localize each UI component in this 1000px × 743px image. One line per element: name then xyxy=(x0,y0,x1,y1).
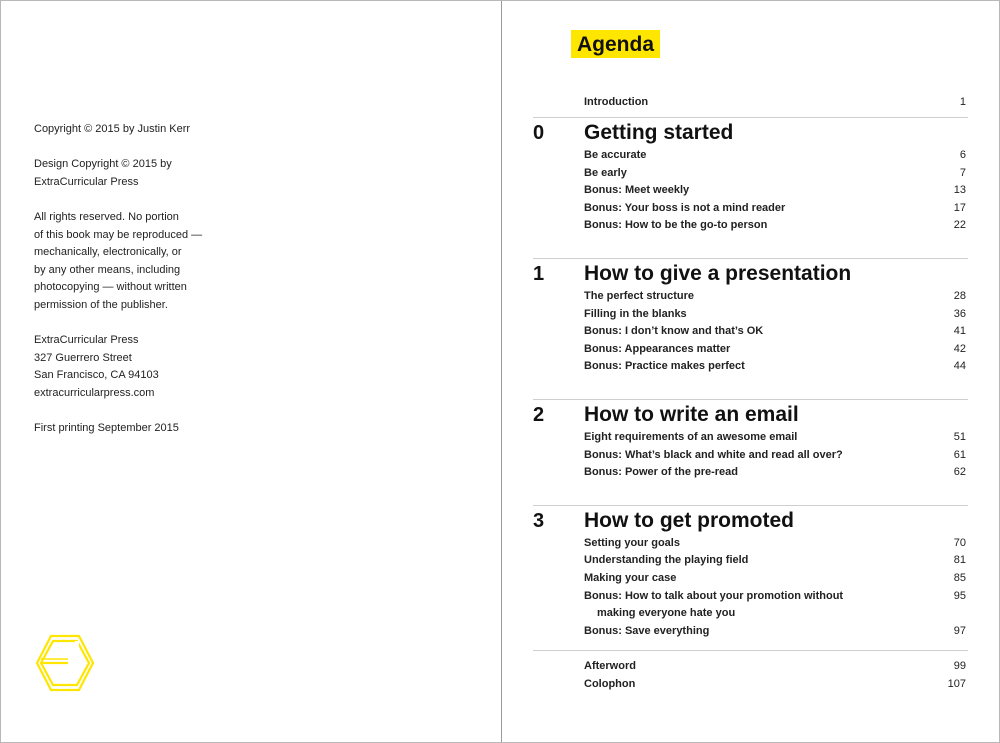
toc-page-number: 44 xyxy=(953,360,966,372)
toc-page-number: 42 xyxy=(953,343,966,355)
toc-label: Be accurate xyxy=(584,149,647,161)
toc-page-number: 61 xyxy=(953,449,966,461)
toc-label: Making your case xyxy=(584,572,677,584)
toc-page-number: 13 xyxy=(953,184,966,196)
toc-label: Bonus: I don’t know and that’s OK xyxy=(584,325,764,337)
toc-page-number: 107 xyxy=(947,678,966,690)
toc-row[interactable] xyxy=(533,146,966,164)
toc-page-number: 41 xyxy=(953,325,966,337)
rights-notice: All rights reserved. No portion of this book may be reproduced — mechanically, electronically, or by any other means, including photocopying — without written permission of the publisher. xyxy=(34,210,203,311)
toc-label: Understanding the playing field xyxy=(584,554,749,566)
toc-page-number: 17 xyxy=(953,202,966,214)
toc-page-number: 6 xyxy=(959,149,966,161)
toc-label: Bonus: How to talk about your promotion without xyxy=(584,590,844,602)
divider xyxy=(533,650,968,651)
toc-label: Afterword xyxy=(584,660,636,672)
toc-label: Bonus: Power of the pre-read xyxy=(584,466,739,478)
toc-row[interactable] xyxy=(533,569,966,587)
toc-label: Bonus: Appearances matter xyxy=(584,343,731,355)
toc-row-continuation[interactable] xyxy=(533,604,966,622)
toc-row[interactable] xyxy=(533,534,966,552)
toc-row[interactable] xyxy=(533,446,966,464)
divider xyxy=(533,117,968,118)
toc-row[interactable] xyxy=(533,340,966,358)
toc-page-number: 81 xyxy=(953,554,966,566)
toc-label: Bonus: What’s black and white and read all over? xyxy=(584,449,843,461)
chapter-number: 2 xyxy=(533,404,545,426)
toc-row[interactable] xyxy=(533,551,966,569)
toc-label: Bonus: How to be the go-to person xyxy=(584,219,768,231)
divider xyxy=(533,399,968,400)
toc-page-number: 70 xyxy=(953,537,966,549)
design-copyright: Design Copyright © 2015 by ExtraCurricular Press xyxy=(34,158,172,188)
publisher-address: ExtraCurricular Press 327 Guerrero Street San Francisco, CA 94103 extracurricularpress.com xyxy=(34,334,159,399)
toc-label: Bonus: Practice makes perfect xyxy=(584,360,745,372)
toc-label: Setting your goals xyxy=(584,537,680,549)
chapter-number: 0 xyxy=(533,122,545,144)
toc-page-number: 97 xyxy=(953,625,966,637)
left-page xyxy=(1,1,502,742)
toc-label: making everyone hate you xyxy=(597,607,736,619)
toc-page-number: 7 xyxy=(959,167,966,179)
toc-label: Eight requirements of an awesome email xyxy=(584,431,798,443)
copyright-line: Copyright © 2015 by Justin Kerr xyxy=(34,123,191,135)
toc-label: Bonus: Your boss is not a mind reader xyxy=(584,202,786,214)
chapter-title[interactable]: How to write an email xyxy=(584,403,799,426)
toc-row[interactable] xyxy=(533,428,966,446)
toc-row[interactable] xyxy=(533,181,966,199)
toc-row[interactable] xyxy=(533,287,966,305)
toc-page-number: 99 xyxy=(953,660,966,672)
toc-page-number: 22 xyxy=(953,219,966,231)
toc-label: Colophon xyxy=(584,678,636,690)
toc-row[interactable] xyxy=(533,463,966,481)
chapter-number: 3 xyxy=(533,510,545,532)
toc-row[interactable] xyxy=(533,357,966,375)
toc-label: Bonus: Meet weekly xyxy=(584,184,690,196)
chapter-number: 1 xyxy=(533,263,545,285)
toc-label: Be early xyxy=(584,167,627,179)
toc-page-number: 62 xyxy=(953,466,966,478)
toc-page-number: 36 xyxy=(953,308,966,320)
toc-row[interactable] xyxy=(533,216,966,234)
chapter-title[interactable]: Getting started xyxy=(584,121,734,144)
right-page xyxy=(502,1,999,742)
toc-row-introduction[interactable] xyxy=(533,93,966,111)
toc-page-number: 28 xyxy=(953,290,966,302)
divider xyxy=(533,505,968,506)
chapter-title[interactable]: How to give a presentation xyxy=(584,262,852,285)
toc-row[interactable] xyxy=(533,622,966,640)
chapter-title[interactable]: How to get promoted xyxy=(584,509,794,532)
toc-row[interactable] xyxy=(533,587,966,605)
toc-row[interactable] xyxy=(533,164,966,182)
toc-row-colophon[interactable] xyxy=(533,675,966,693)
toc-page-number: 1 xyxy=(959,96,966,108)
toc-label: Filling in the blanks xyxy=(584,308,687,320)
printing-note: First printing September 2015 xyxy=(34,422,179,435)
toc-row-afterword[interactable] xyxy=(533,657,966,675)
toc-row[interactable] xyxy=(533,305,966,323)
toc-row[interactable] xyxy=(533,199,966,217)
toc-label: The perfect structure xyxy=(584,290,695,302)
extracurricular-logo-icon xyxy=(34,632,96,694)
toc-page-number: 85 xyxy=(953,572,966,584)
toc-page-number: 51 xyxy=(953,431,966,443)
toc-row[interactable] xyxy=(533,322,966,340)
copyright-imprint xyxy=(34,121,234,455)
toc-label: Bonus: Save everything xyxy=(584,625,710,637)
toc-page-number: 95 xyxy=(953,590,966,602)
agenda-title: Agenda xyxy=(571,30,660,58)
toc-label: Introduction xyxy=(584,96,649,108)
divider xyxy=(533,258,968,259)
